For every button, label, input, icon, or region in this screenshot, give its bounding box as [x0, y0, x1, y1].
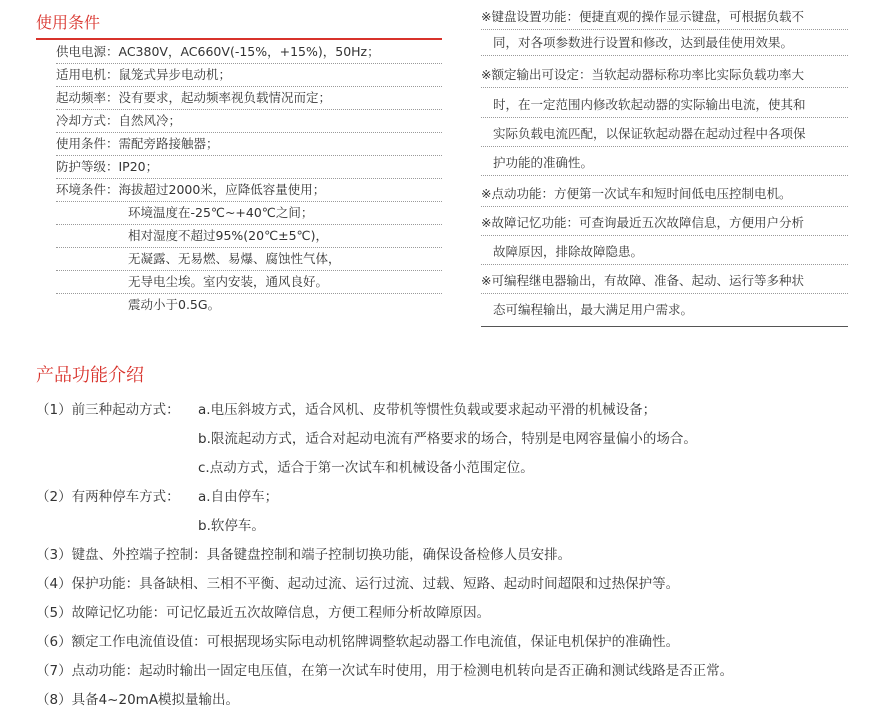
feature-row-relay-1: ※可编程继电器输出，有故障、准备、起动、运行等多种状	[481, 268, 848, 294]
feature-2-prefix: （2）有两种停车方式：	[36, 489, 180, 505]
feature-8: （8）具备4~20mA模拟量输出。	[36, 692, 240, 708]
feature-3: （3）键盘、外控端子控制：具备键盘控制和端子控制切换功能，确保设备检修人员安排。	[36, 547, 572, 563]
feature-row-relay-2: 态可编程输出，最大满足用户需求。	[493, 302, 694, 317]
feature-row-jog: ※点动功能：方便第一次试车和短时间低电压控制电机。	[481, 181, 848, 207]
env-row-temperature: 环境温度在-25℃~+40℃之间；	[56, 202, 442, 225]
feature-row-fault-1: ※故障记忆功能：可查询最近五次故障信息，方便用户分析	[481, 210, 848, 236]
feature-row-rated-1: ※额定输出可设定：当软起动器标称功率比实际负载功率大	[481, 62, 848, 88]
feature-row-rated-4: 护功能的准确性。	[481, 150, 848, 176]
condition-row-environment: 环境条件：海拔超过2000米，应降低容量使用；	[56, 179, 442, 202]
condition-row-motor: 适用电机：鼠笼式异步电动机；	[56, 64, 442, 87]
feature-2-b: b.软停车。	[198, 518, 265, 534]
right-column-bottom-rule	[481, 326, 848, 327]
feature-row-rated-2: 时，在一定范围内修改软起动器的实际输出电流，使其和	[481, 92, 848, 118]
env-row-humidity: 相对湿度不超过95%(20℃±5℃)，	[56, 225, 442, 248]
condition-row-usage: 使用条件：需配旁路接触器；	[56, 133, 442, 156]
feature-1-prefix: （1）前三种起动方式：	[36, 402, 180, 418]
condition-row-cooling: 冷却方式：自然风冷；	[56, 110, 442, 133]
feature-7: （7）点动功能：起动时输出一固定电压值，在第一次试车时使用，用于检测电机转向是否正确和测试线路是否正常。	[36, 663, 734, 679]
feature-1-a: a.电压斜坡方式，适合风机、皮带机等惯性负载或要求起动平滑的机械设备；	[198, 402, 657, 418]
feature-1-c: c.点动方式，适合于第一次试车和机械设备小范围定位。	[198, 460, 534, 476]
feature-row-keyboard-1: ※键盘设置功能：便捷直观的操作显示键盘，可根据负载不	[481, 4, 848, 30]
env-row-gas: 无凝露、无易燃、易爆、腐蚀性气体，	[56, 248, 442, 271]
feature-4: （4）保护功能：具备缺相、三相不平衡、起动过流、运行过流、过载、短路、起动时间超限和过热保护等。	[36, 576, 680, 592]
condition-row-power: 供电电源：AC380V，AC660V(-15%，+15%)，50Hz；	[56, 41, 442, 64]
condition-row-frequency: 起动频率：没有要求，起动频率视负载情况而定；	[56, 87, 442, 110]
feature-2-a: a.自由停车；	[198, 489, 279, 505]
condition-row-protection: 防护等级：IP20；	[56, 156, 442, 179]
feature-row-fault-2: 故障原因，排除故障隐患。	[481, 239, 848, 265]
feature-row-keyboard-2: 同，对各项参数进行设置和修改，达到最佳使用效果。	[481, 30, 848, 56]
feature-6: （6）额定工作电流值设值：可根据现场实际电动机铭牌调整软起动器工作电流值，保证电机保护的准确性。	[36, 634, 680, 650]
feature-row-rated-3: 实际负载电流匹配，以保证软起动器在起动过程中各项保	[481, 121, 848, 147]
feature-5: （5）故障记忆功能：可记忆最近五次故障信息，方便工程师分析故障原因。	[36, 605, 491, 621]
env-row-vibration: 震动小于0.5G。	[128, 297, 221, 312]
feature-1-b: b.限流起动方式，适合对起动电流有严格要求的场合，特别是电网容量偏小的场合。	[198, 431, 697, 447]
conditions-title: 使用条件	[36, 13, 101, 32]
conditions-title-rule	[36, 38, 442, 40]
product-features-title: 产品功能介绍	[36, 365, 144, 386]
env-row-dust: 无导电尘埃。室内安装，通风良好。	[56, 271, 442, 294]
